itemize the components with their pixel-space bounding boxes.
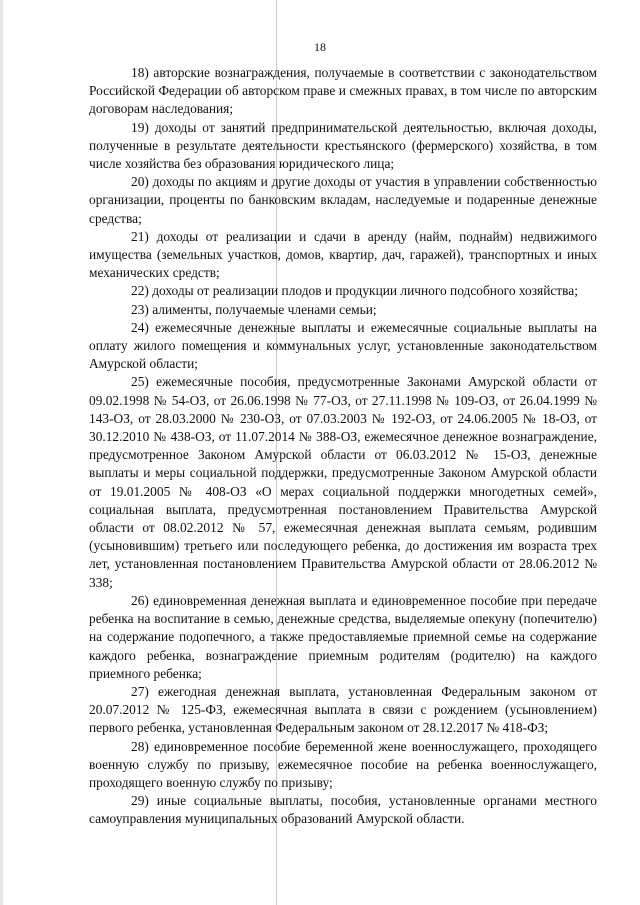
paragraph-20: 20) доходы по акциям и другие доходы от участия в управлении собственностью организации, проценты по банковским вкладам, наследуемые и подаренные денежные средства; xyxy=(89,174,597,226)
paragraph-23: 23) алименты, получаемые членами семьи; xyxy=(131,301,377,317)
paragraph-28: 28) единовременное пособие беременной жене военнослужащего, проходящего военную службу по призыву, ежемесячное пособие на ребенка военнослужащего, проходящего военную службу по призыву; xyxy=(89,738,597,790)
paragraph-19: 19) доходы от занятий предпринимательской деятельностью, включая доходы, полученные в результате деятельности крестьянского (фермерского) хозяйства, в том числе хозяйства без образования юридического лица; xyxy=(89,119,597,172)
paragraph-24: 24) ежемесячные денежные выплаты и ежемесячные социальные выплаты на оплату жилого помещения и коммунальных услуг, установленные законодательством Амурской области; xyxy=(89,319,597,372)
paragraph-21: 21) доходы от реализации и сдачи в аренду (найм, поднайм) недвижимого имущества (земельных участков, домов, квартир, дач, гаражей), транспортных и иных механических средств; xyxy=(89,228,597,281)
paragraph-26: 26) единовременная денежная выплата и единовременное пособие при передаче ребенка на воспитание в семью, денежные средства, выделяемые опекуну (попечителю) на содержание подопечного, а также предоставляемые приемной семье на содержание каждого ребенка, вознаграждение приемным родителям (родителю) на каждого приемного ребенка; xyxy=(89,592,597,681)
paragraph-22: 22) доходы от реализации плодов и продукции личного подсобного хозяйства; xyxy=(131,283,578,299)
paragraph-29: 29) иные социальные выплаты, пособия, установленные органами местного самоуправления муниципальных образований Амурской области. xyxy=(89,793,597,827)
paragraph-27: 27) ежегодная денежная выплата, установленная Федеральным законом от 20.07.2012 № 125-ФЗ, ежемесячная выплата в связи с рождением (усыновлением) первого ребенка, установленная Федеральным законом от 28.12.2017 № 418-ФЗ; xyxy=(89,683,597,736)
paragraph-18: 18) авторские вознаграждения, получаемые в соответствии с законодательством Российской Федерации об авторском праве и смежных правах, в том числе по авторским договорам наследования; xyxy=(89,65,597,117)
page-number: 18 xyxy=(314,40,326,54)
document-body xyxy=(89,64,597,829)
scan-edge xyxy=(0,0,3,905)
paragraph-25: 25) ежемесячные пособия, предусмотренные Законами Амурской области от 09.02.1998 № 54-ОЗ, от 26.06.1998 № 77-ОЗ, от 27.11.1998 № 109-ОЗ, от 26.04.1999 № 143-ОЗ, от 28.03.2000 № 230-ОЗ, от 07.03.2003 № 192-ОЗ, от 24.06.2005 № 18-ОЗ, от 30.12.2010 № 438-ОЗ, от 11.07.2014 № 388-ОЗ, ежемесячное денежное вознаграждение, предусмотренное Законом Амурской области от 06.03.2012 № 15-ОЗ, денежные выплаты и меры социальной поддержки, предусмотренные Законом Амурской области от 19.01.2005 № 408-ОЗ «О мерах социальной поддержки многодетных семей», социальная выплата, предусмотренная постановлением Правительства Амурской области от 08.02.2012 № 57, ежемесячная денежная выплата семьям, родившим (усыновившим) третьего или последующего ребенка, до достижения им возраста трех лет, установленная постановлением Правительства Амурской области от 28.06.2012 № 338; xyxy=(89,374,597,590)
